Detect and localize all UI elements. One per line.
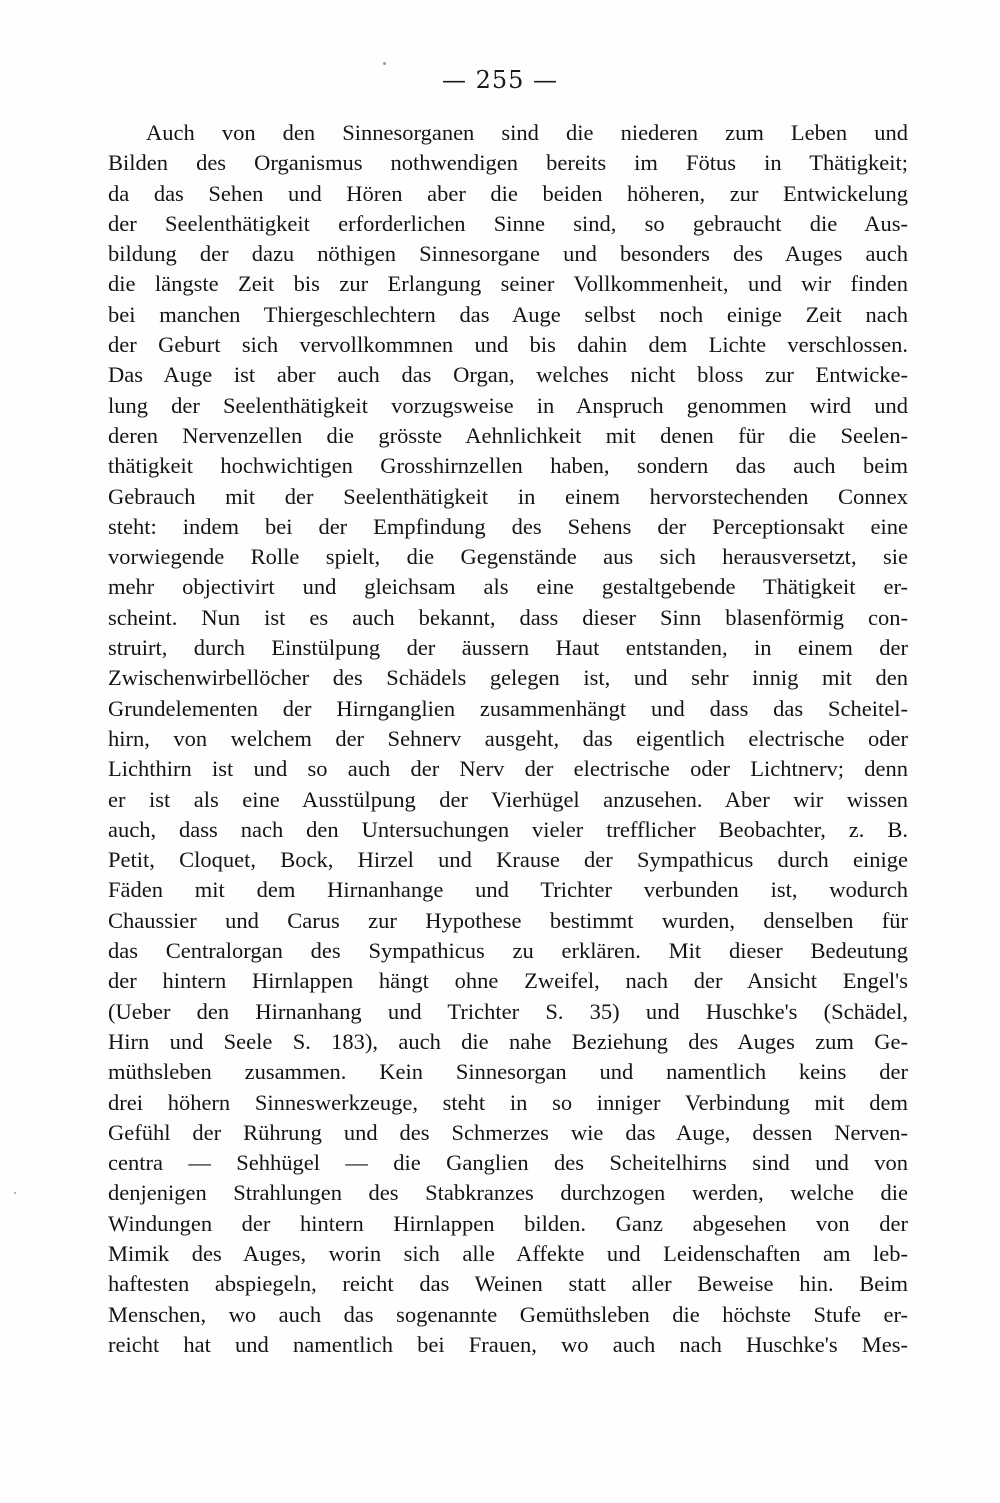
text-line: haftesten abspiegeln, reicht das Weinen statt aller Beweise hin. Beim: [108, 1271, 908, 1297]
text-line: bildung der dazu nöthigen Sinnesorgane und besonders des Auges auch: [108, 241, 908, 267]
text-line: drei höhern Sinneswerkzeuge, steht in so inniger Verbindung mit dem: [108, 1089, 908, 1115]
text-line: Zwischenwirbellöcher des Schädels gelegen ist, und sehr innig mit den: [108, 665, 908, 691]
text-line: centra — Sehhügel — die Ganglien des Scheitelhirns sind und von: [108, 1150, 908, 1176]
text-line: Lichthirn ist und so auch der Nerv der electrische oder Lichtnerv; denn: [108, 756, 908, 782]
text-line: hirn, von welchem der Sehnerv ausgeht, das eigentlich electrische oder: [108, 725, 908, 751]
text-line: Auch von den Sinnesorganen sind die niederen zum Leben und: [146, 120, 908, 145]
paper-speck: [383, 62, 386, 65]
text-line: thätigkeit hochwichtigen Grosshirnzellen haben, sondern das auch beim: [108, 453, 908, 479]
text-line: der Seelenthätigkeit erforderlichen Sinne sind, so gebraucht die Aus-: [108, 210, 908, 236]
text-line: Bilden des Organismus nothwendigen bereits im Fötus in Thätigkeit;: [108, 150, 908, 176]
text-line: scheint. Nun ist es auch bekannt, dass dieser Sinn blasenförmig con-: [108, 604, 908, 630]
text-line: Menschen, wo auch das sogenannte Gemüthsleben die höchste Stufe er-: [108, 1301, 908, 1327]
text-line: mehr objectivirt und gleichsam als eine gestaltgebende Thätigkeit er-: [108, 574, 908, 600]
text-line: Hirn und Seele S. 183), auch die nahe Beziehung des Auges zum Ge-: [108, 1028, 908, 1054]
text-line: (Ueber den Hirnanhang und Trichter S. 35) und Huschke's (Schädel,: [108, 998, 908, 1024]
text-line: Das Auge ist aber auch das Organ, welches nicht bloss zur Entwicke-: [108, 362, 908, 388]
text-line: Grundelementen der Hirnganglien zusammenhängt und dass das Scheitel-: [108, 695, 908, 721]
text-line: er ist als eine Ausstülpung der Vierhügel anzusehen. Aber wir wissen: [108, 786, 908, 812]
text-line: lung der Seelenthätigkeit vorzugsweise in Anspruch genommen wird und: [108, 392, 908, 418]
text-line: Windungen der hintern Hirnlappen bilden. Ganz abgesehen von der: [108, 1210, 908, 1236]
text-line: reicht hat und namentlich bei Frauen, wo auch nach Huschke's Mes-: [108, 1331, 908, 1357]
text-line: struirt, durch Einstülpung der äussern Haut entstanden, in einem der: [108, 635, 908, 661]
text-line: Petit, Cloquet, Bock, Hirzel und Krause der Sympathicus durch einige: [108, 847, 908, 873]
text-line: auch, dass nach den Untersuchungen vieler trefflicher Beobachter, z. B.: [108, 816, 908, 842]
text-line: der Geburt sich vervollkommnen und bis dahin dem Lichte verschlossen.: [108, 332, 908, 358]
body-text: [108, 118, 908, 1360]
text-line: die längste Zeit bis zur Erlangung seiner Vollkommenheit, und wir finden: [108, 271, 908, 297]
text-line: Fäden mit dem Hirnanhange und Trichter verbunden ist, wodurch: [108, 877, 908, 903]
text-line: vorwiegende Rolle spielt, die Gegenstände aus sich herausversetzt, sie: [108, 544, 908, 570]
text-line: denjenigen Strahlungen des Stabkranzes durchzogen werden, welche die: [108, 1180, 908, 1206]
text-line: deren Nervenzellen die grösste Aehnlichkeit mit denen für die Seelen-: [108, 422, 908, 448]
text-line: der hintern Hirnlappen hängt ohne Zweifel, nach der Ansicht Engel's: [108, 968, 908, 994]
page-number: — 255 —: [441, 66, 559, 94]
text-line: Chaussier und Carus zur Hypothese bestimmt wurden, denselben für: [108, 907, 908, 933]
text-line: bei manchen Thiergeschlechtern das Auge selbst noch einige Zeit nach: [108, 301, 908, 327]
paper-speck: [14, 1192, 16, 1194]
text-line: Gefühl der Rührung und des Schmerzes wie das Auge, dessen Nerven-: [108, 1119, 908, 1145]
text-line: Mimik des Auges, worin sich alle Affekte und Leidenschaften am leb-: [108, 1240, 908, 1266]
text-line: müthsleben zusammen. Kein Sinnesorgan und namentlich keins der: [108, 1059, 908, 1085]
text-line: das Centralorgan des Sympathicus zu erklären. Mit dieser Bedeutung: [108, 938, 908, 964]
text-line: Gebrauch mit der Seelenthätigkeit in einem hervorstechenden Connex: [108, 483, 908, 509]
text-line: da das Sehen und Hören aber die beiden höheren, zur Entwickelung: [108, 180, 908, 206]
text-line: steht: indem bei der Empfindung des Sehens der Perceptionsakt eine: [108, 513, 908, 539]
